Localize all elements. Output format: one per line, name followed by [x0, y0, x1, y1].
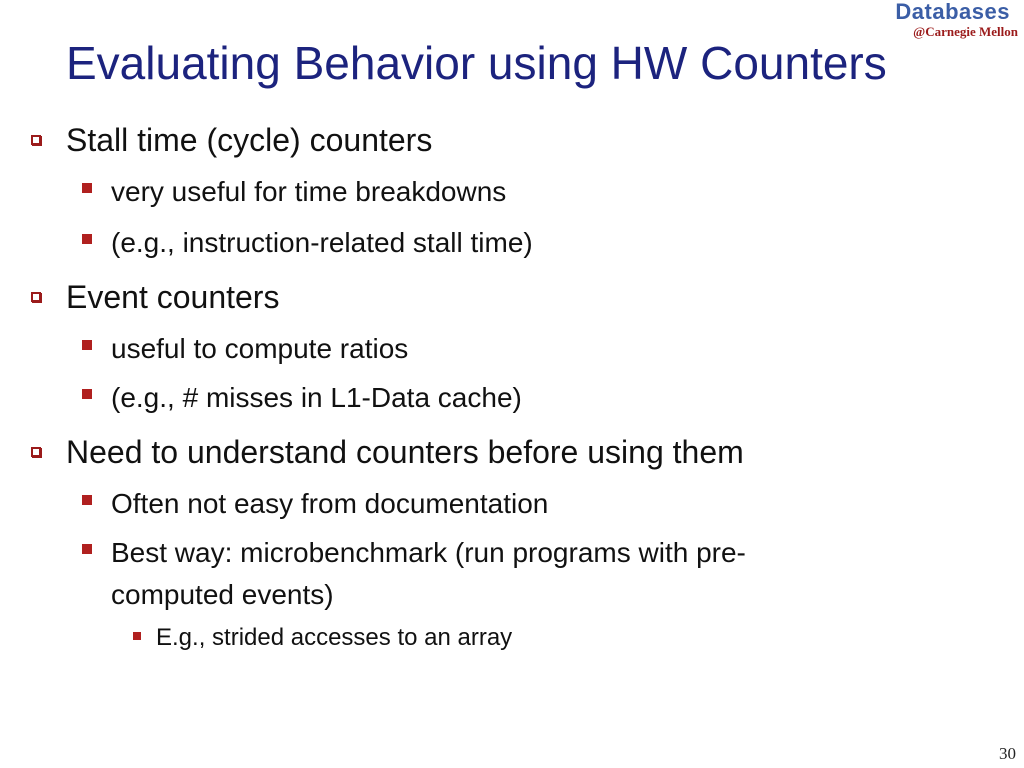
- bullet-1-sub-2-text: (e.g., instruction-related stall time): [111, 227, 533, 258]
- logo-databases-text: Databases: [895, 0, 1010, 24]
- filled-square-bullet-icon: [82, 183, 92, 193]
- filled-square-bullet-icon: [82, 340, 92, 350]
- hollow-square-bullet-icon: [31, 292, 41, 302]
- hollow-square-bullet-icon: [31, 447, 41, 457]
- filled-square-bullet-icon: [82, 495, 92, 505]
- bullet-3-sub-3-text: E.g., strided accesses to an array: [156, 624, 513, 651]
- bullet-2-sub-1-text: useful to compute ratios: [111, 333, 409, 364]
- bullet-2-sub-2-text: (e.g., # misses in L1-Data cache): [111, 382, 522, 413]
- filled-square-bullet-icon: [133, 632, 141, 640]
- bullet-2-text: Event counters: [66, 279, 280, 315]
- bullet-1-text: Stall time (cycle) counters: [66, 122, 433, 158]
- hollow-square-bullet-icon: [31, 135, 41, 145]
- bullet-3-sub-2-text-line-2: computed events): [111, 579, 334, 610]
- page-number: 30: [999, 744, 1016, 763]
- filled-square-bullet-icon: [82, 544, 92, 554]
- bullet-1-sub-1-text: very useful for time breakdowns: [111, 176, 507, 207]
- logo-cmu-text: @Carnegie Mellon: [913, 24, 1018, 39]
- bullet-3-text: Need to understand counters before using them: [66, 434, 744, 470]
- bullet-3-sub-2-text-line-1: Best way: microbenchmark (run programs with pre-: [111, 537, 746, 568]
- slide-title: Evaluating Behavior using HW Counters: [66, 37, 887, 89]
- bullet-3-sub-1-text: Often not easy from documentation: [111, 488, 549, 519]
- filled-square-bullet-icon: [82, 389, 92, 399]
- filled-square-bullet-icon: [82, 234, 92, 244]
